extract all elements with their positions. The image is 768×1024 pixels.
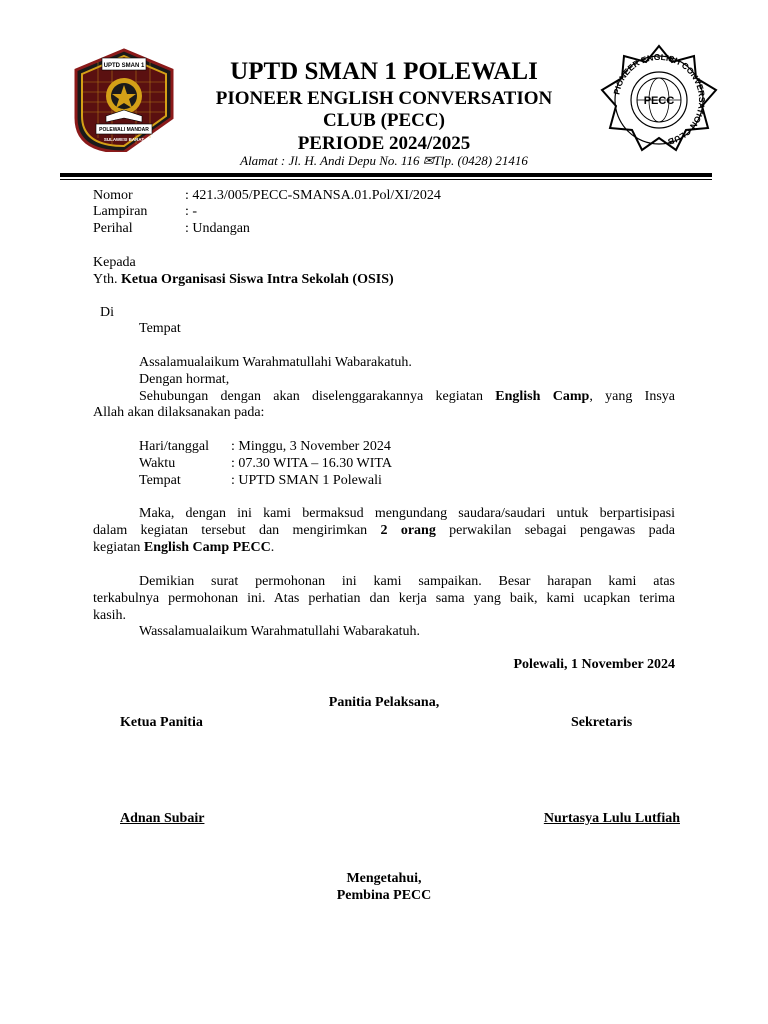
paragraph-3-line3: kasih. <box>93 608 127 623</box>
greeting-hormat: Dengan hormat, <box>139 372 230 387</box>
p1-text-b: , yang Insya <box>589 389 675 404</box>
logo-ring-text: PIONEER ENGLISH CONVERSATION CLUB <box>611 51 708 147</box>
p2-line3-b: . <box>270 540 275 555</box>
club-name-line2: CLUB (PECC) <box>323 110 445 131</box>
p2-text-b: perwakilan sebagai pengawas pada <box>435 523 675 538</box>
paragraph-2-line3 <box>93 539 274 556</box>
pecc-club-logo <box>598 44 720 156</box>
p2-line3-bold: English Camp PECC <box>143 540 271 555</box>
paragraph-3-line2: terkabulnya permohonan ini. Atas perhatian dan kerja sama yang baik, kami ucapkan terima <box>93 591 675 606</box>
p1-text-a: Sehubungan dengan akan diselenggarakannya kegiatan <box>139 389 496 404</box>
paragraph-2-line2 <box>93 522 675 539</box>
logo-top-text: UPTD SMAN 1 <box>103 63 145 69</box>
tempat-label: Tempat <box>139 321 181 336</box>
detail-value-date: : Minggu, 3 November 2024 <box>231 439 391 454</box>
paragraph-1-line1 <box>139 388 675 405</box>
committee-title: Panitia Pelaksana, <box>328 695 440 710</box>
logo-bottom-text2: SULAWESI BARAT <box>103 137 145 142</box>
lampiran-label: Lampiran <box>93 204 148 219</box>
acknowledge-label: Mengetahui, <box>346 871 422 886</box>
paragraph-1-line2: Allah akan dilaksanakan pada: <box>93 405 265 420</box>
club-name-line1: PIONEER ENGLISH CONVERSATION <box>215 88 553 109</box>
detail-value-place: : UPTD SMAN 1 Polewali <box>231 473 382 488</box>
header-rule-thick <box>60 173 712 177</box>
recipient-line <box>93 271 394 288</box>
school-emblem-logo <box>72 48 176 152</box>
advisor-title: Pembina PECC <box>336 888 432 903</box>
header-rule-thin <box>60 179 712 180</box>
logo-center-text: PECC <box>643 95 675 107</box>
closing-salam: Wassalamualaikum Warahmatullahi Wabarakatuh. <box>139 624 421 639</box>
perihal-label: Perihal <box>93 221 133 236</box>
paragraph-3-line1: Demikian surat permohonan ini kami sampaikan. Besar harapan kami atas <box>139 574 675 589</box>
address-line: Alamat : Jl. H. Andi Depu No. 116 ✉Tlp. (0428) 21416 <box>240 153 528 168</box>
detail-value-time: : 07.30 WITA – 16.30 WITA <box>231 456 392 471</box>
school-name-heading: UPTD SMAN 1 POLEWALI <box>230 58 538 85</box>
secretary-title: Sekretaris <box>571 715 633 730</box>
greeting-salam: Assalamualaikum Warahmatullahi Wabarakatuh. <box>139 355 412 370</box>
secretary-name: Nurtasya Lulu Lutfiah <box>543 811 680 826</box>
di-label: Di <box>100 305 114 320</box>
place-date: Polewali, 1 November 2024 <box>513 657 675 672</box>
nomor-label: Nomor <box>93 188 133 203</box>
chair-name: Adnan Subair <box>120 811 205 826</box>
chair-title: Ketua Panitia <box>120 715 203 730</box>
yth-prefix: Yth. <box>93 272 121 287</box>
paragraph-2-line1: Maka, dengan ini kami bermaksud mengundang saudara/saudari untuk berpartisipasi <box>139 506 675 521</box>
period-heading: PERIODE 2024/2025 <box>297 133 471 154</box>
logo-bottom-text: POLEWALI MANDAR <box>99 127 149 133</box>
detail-label-place: Tempat <box>139 473 181 488</box>
nomor-value: : 421.3/005/PECC-SMANSA.01.Pol/XI/2024 <box>185 188 441 203</box>
p2-line3-a: kegiatan <box>93 540 144 555</box>
detail-label-time: Waktu <box>139 456 176 471</box>
kepada-label: Kepada <box>93 255 136 270</box>
recipient-name: Ketua Organisasi Siswa Intra Sekolah (OSIS) <box>121 272 394 287</box>
lampiran-value: : - <box>185 204 198 219</box>
p2-bold: 2 orang <box>380 523 436 538</box>
p2-text-a: dalam kegiatan tersebut dan mengirimkan <box>93 523 381 538</box>
p1-bold: English Camp <box>495 389 590 404</box>
perihal-value: : Undangan <box>185 221 250 236</box>
detail-label-date: Hari/tanggal <box>139 439 209 454</box>
